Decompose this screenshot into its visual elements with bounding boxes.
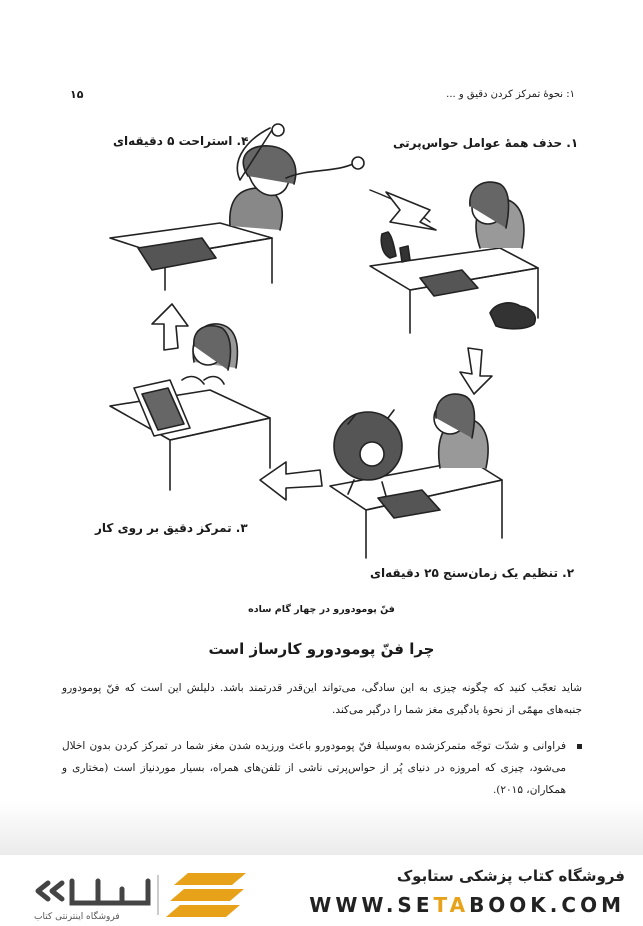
stretch-scene (110, 124, 364, 290)
watermark-footer (0, 855, 643, 926)
focus-scene (110, 324, 270, 490)
figure-caption: فنّ پومودورو در چهار گام ساده (248, 604, 395, 615)
running-header (70, 86, 575, 102)
step-1-label: ۱. حذف همهٔ عوامل حواس‌پرتی (393, 136, 579, 150)
pomodoro-illustration (90, 118, 560, 588)
body-paragraph: شاید تعجّب کنید که چگونه چیزی به این سادگی، می‌تواند این‌قدر قدرتمند باشد. دلیلش این است که فنّ پومودورو جنبه‌های مهمّی از نحوهٔ یادگیری مغز شما را درگیر می‌کند. (62, 682, 582, 716)
step-3-label: ۳. تمرکز دقیق بر روی کار (95, 521, 248, 535)
url-part-accent: TA (433, 893, 470, 917)
timer-scene (330, 394, 502, 558)
page-number: ۱۵ (70, 87, 84, 101)
shop-url (309, 893, 625, 917)
shop-name: فروشگاه کتاب پزشکی ستابوک (396, 867, 625, 885)
running-title: ۱: نحوهٔ تمرکز کردن دقیق و ... (446, 88, 575, 100)
url-part-2: BOOK.COM (469, 893, 625, 917)
logo-subtitle: فروشگاه اینترنتی کتاب (34, 912, 120, 922)
section-heading: چرا فنّ پومودورو کارساز است (208, 640, 435, 658)
url-part-1: WWW.SE (309, 893, 434, 917)
bottom-fade (0, 800, 643, 860)
step-4-label: ۴. استراحت ۵ دقیقه‌ای (113, 134, 249, 148)
bullet-item (62, 735, 582, 801)
distraction-scene (370, 182, 538, 333)
bullet-icon (577, 744, 582, 749)
bullet-text: فراوانی و شدّت توجّه متمرکزشده به‌وسیلهٔ فنّ پومودورو باعث ورزیده شدن مغز شما در تمرکز کردن بدون اخلال می‌شود، چیزی که امروزه در دنیای پُر از حواس‌پرتی ناشی از تلفن‌های همراه، بسیار موردنیاز است (مختاری و همکاران، ۲۰۱۵). (62, 740, 566, 796)
step-2-label: ۲. تنظیم یک زمان‌سنج ۲۵ دقیقه‌ای (370, 566, 575, 580)
